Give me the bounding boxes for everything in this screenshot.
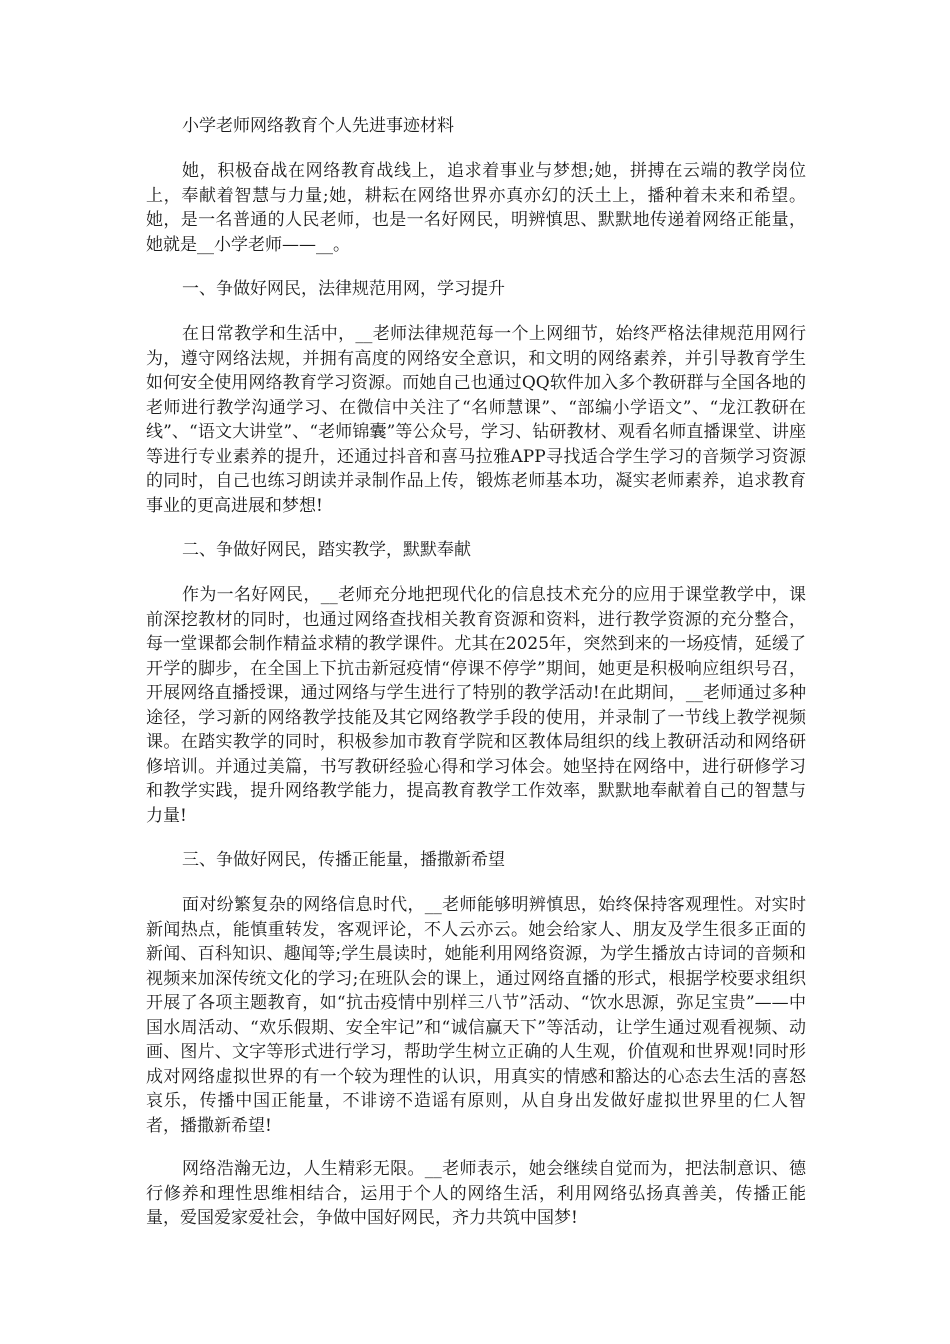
section2-heading: 二、争做好网民，踏实教学，默默奉献 bbox=[182, 540, 471, 560]
intro-paragraph: 她，积极奋战在网络教育战线上，追求着事业与梦想;她，拼搏在云端的教学岗位上，奉献着智慧与力量;她，耕耘在网络世界亦真亦幻的沃土上，播种着未来和希望。她，是一名普通的人民老师，也是一名好网民，明辨慎思、默默地传递着网络正能量，她就是__小学老师——__。 bbox=[146, 161, 806, 255]
section2-paragraph: 作为一名好网民，__老师充分地把现代化的信息技术充分的应用于课堂教学中，课前深挖教材的同时，也通过网络查找相关教育资源和资料，进行教学资源的充分整合，每一堂课都会制作精益求精的教学课件。尤其在2025年，突然到来的一场疫情，延缓了开学的脚步，在全国上下抗击新冠疫情“停课不停学”期间，她更是积极响应组织号召，开展网络直播授课，通过网络与学生进行了特别的教学活动!在此期间，__老师通过多种途径，学习新的网络教学技能及其它网络教学手段的使用，并录制了一节线上教学视频课。在踏实教学的同时，积极参加市教育学院和区教体局组织的线上教研活动和网络研修培训。并通过美篇，书写教研经验心得和学习体会。她坚持在网络中，进行研修学习和教学实践，提升网络教学能力，提高教育教学工作效率，默默地奉献着自己的智慧与力量! bbox=[146, 585, 806, 826]
document-page bbox=[146, 113, 806, 1250]
section1-paragraph: 在日常教学和生活中，__老师法律规范每一个上网细节，始终严格法律规范用网行为，遵守网络法规，并拥有高度的网络安全意识，和文明的网络素养，并引导教育学生如何安全使用网络教育学习资源。而她自己也通过QQ软件加入多个教研群与全国各地的老师进行教学沟通学习、在微信中关注了“名师慧课”、“部编小学语文”、“龙江教研在线”、“语文大讲堂”、“老师锦囊”等公众号，学习、钻研教材、观看名师直播课堂、讲座等进行专业素养的提升，还通过抖音和喜马拉雅APP寻找适合学生学习的音频学习资源的同时，自己也练习朗读并录制作品上传，锻炼老师基本功，凝实老师素养，追求教育事业的更高进展和梦想! bbox=[146, 324, 806, 516]
section1-heading: 一、争做好网民，法律规范用网，学习提升 bbox=[182, 279, 505, 299]
section3-heading: 三、争做好网民，传播正能量，播撒新希望 bbox=[182, 850, 505, 870]
document-title: 小学老师网络教育个人先进事迹材料 bbox=[182, 116, 454, 136]
section3-paragraph: 面对纷繁复杂的网络信息时代，__老师能够明辨慎思，始终保持客观理性。对实时新闻热点，能慎重转发，客观评论，不人云亦云。她会给家人、朋友及学生很多正面的新闻、百科知识、趣闻等;学生晨读时，她能利用网络资源，为学生播放古诗词的音频和视频来加深传统文化的学习;在班队会的课上，通过网络直播的形式，根据学校要求组织开展了各项主题教育，如“抗击疫情中别样三八节”活动、“饮水思源，弥足宝贵”——中国水周活动、“欢乐假期、安全牢记”和“诚信赢天下”等活动，让学生通过观看视频、动画、图片、文字等形式进行学习，帮助学生树立正确的人生观，价值观和世界观!同时形成对网络虚拟世界的有一个较为理性的认识，用真实的情感和豁达的心态去生活的喜怒哀乐，传播中国正能量，不诽谤不造谣有原则，从自身出发做好虚拟世界里的仁人智者，播撒新希望! bbox=[146, 895, 806, 1136]
closing-paragraph: 网络浩瀚无边，人生精彩无限。__老师表示，她会继续自觉而为，把法制意识、德行修养和理性思维相结合，运用于个人的网络生活，利用网络弘扬真善美，传播正能量，爱国爱家爱社会，争做中国好网民，齐力共筑中国梦! bbox=[146, 1159, 806, 1228]
